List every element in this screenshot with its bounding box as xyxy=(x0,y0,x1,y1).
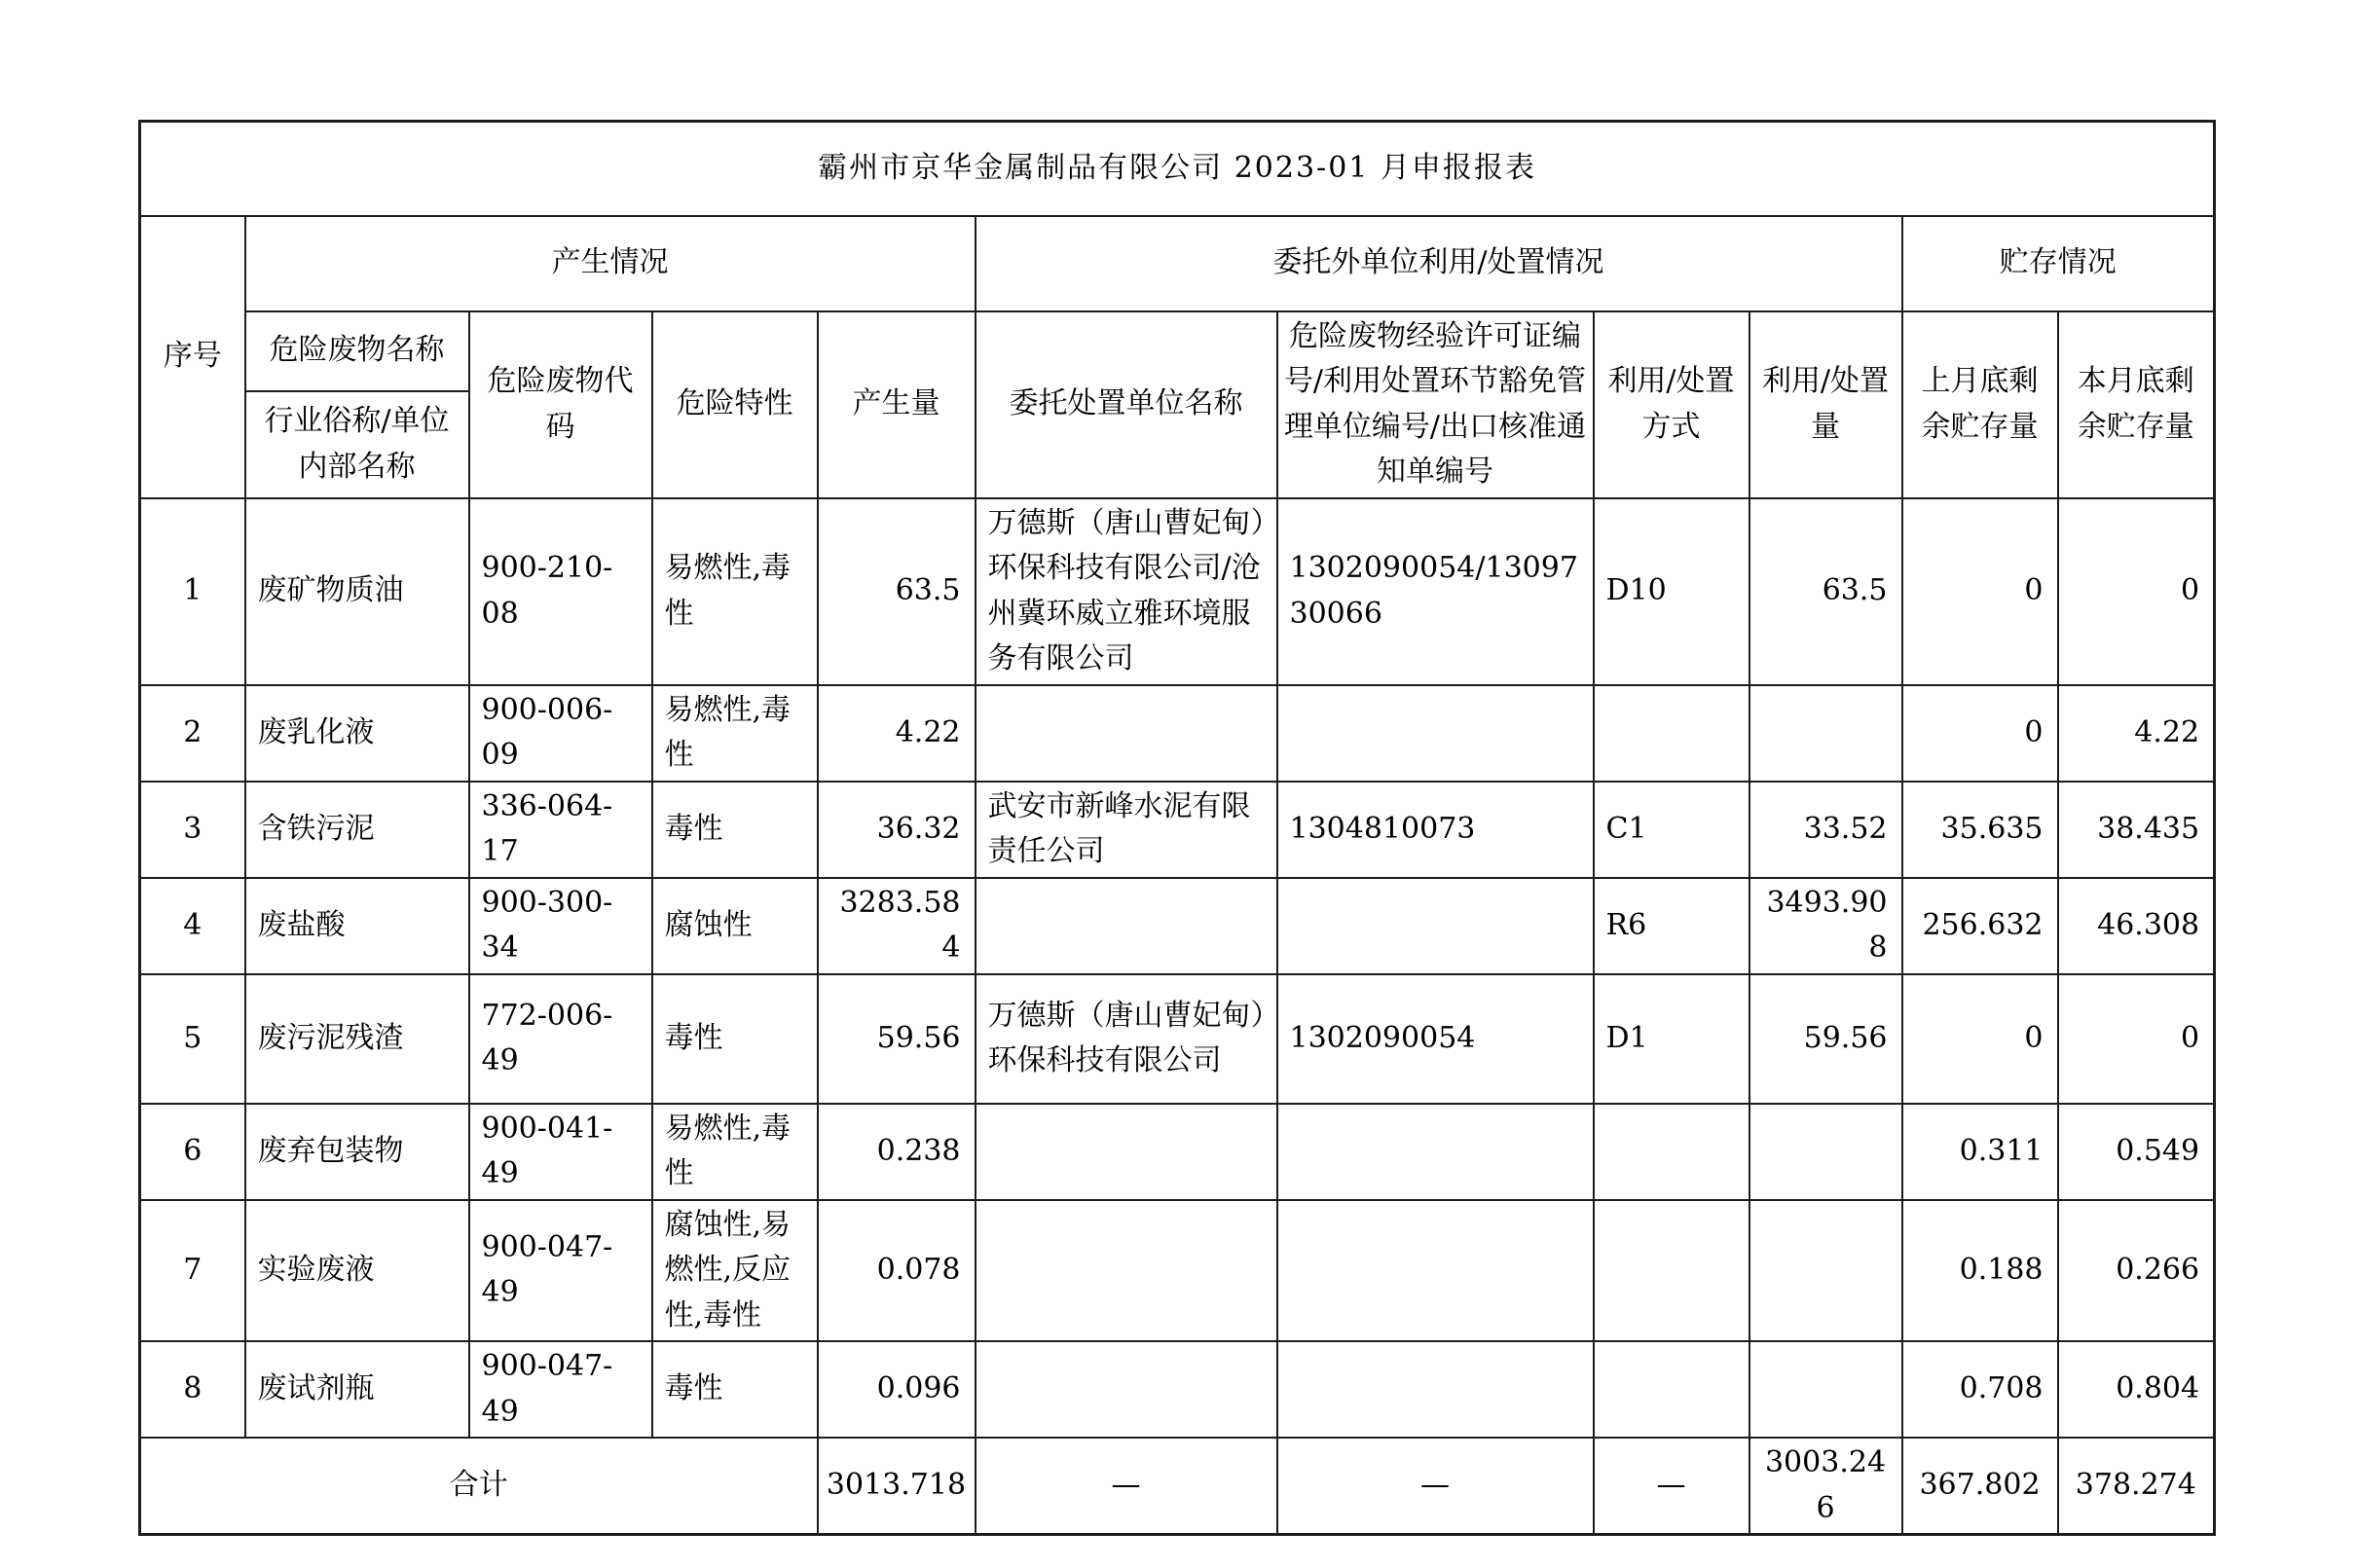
table-row xyxy=(140,974,2215,1104)
cell-last-storage: 0.188 xyxy=(1902,1200,2058,1342)
cell-method: D1 xyxy=(1594,974,1749,1104)
cell-waste-name: 废矿物质油 xyxy=(245,498,469,685)
cell-produced: 0.096 xyxy=(818,1341,976,1438)
header-group-outsource: 委托外单位利用/处置情况 xyxy=(976,216,1902,311)
header-license: 危险废物经验许可证编号/利用处置环节豁免管理单位编号/出口核准通知单编号 xyxy=(1277,311,1594,498)
cell-disposed xyxy=(1749,1341,1902,1438)
cell-company: 万德斯（唐山曹妃甸）环保科技有限公司/沧州冀环威立雅环境服务有限公司 xyxy=(976,498,1277,685)
cell-current-storage: 0.266 xyxy=(2058,1200,2215,1342)
cell-produced: 63.5 xyxy=(818,498,976,685)
cell-company: 万德斯（唐山曹妃甸）环保科技有限公司 xyxy=(976,974,1277,1104)
table-row xyxy=(140,1341,2215,1438)
cell-produced: 36.32 xyxy=(818,782,976,878)
cell-company xyxy=(976,1341,1277,1438)
header-this-month-storage: 本月底剩余贮存量 xyxy=(2058,311,2215,498)
header-group-storage: 贮存情况 xyxy=(1902,216,2215,311)
cell-method: C1 xyxy=(1594,782,1749,878)
cell-disposed xyxy=(1749,1104,1902,1200)
cell-no: 7 xyxy=(140,1200,245,1342)
cell-waste-name: 废乳化液 xyxy=(245,685,469,782)
cell-hazard: 易燃性,毒性 xyxy=(652,685,818,782)
page-title: 霸州市京华金属制品有限公司 2023-01 月申报报表 xyxy=(140,122,2215,216)
cell-license xyxy=(1277,1104,1594,1200)
cell-current-storage: 0.549 xyxy=(2058,1104,2215,1200)
header-disposed-qty: 利用/处置量 xyxy=(1749,311,1902,498)
cell-waste-code: 900-047-49 xyxy=(469,1200,652,1342)
cell-last-storage: 35.635 xyxy=(1902,782,2058,878)
cell-company: 武安市新峰水泥有限责任公司 xyxy=(976,782,1277,878)
header-seq: 序号 xyxy=(140,216,245,498)
cell-current-storage: 0.804 xyxy=(2058,1341,2215,1438)
cell-license xyxy=(1277,1200,1594,1342)
total-disposed: 3003.246 xyxy=(1749,1438,1902,1535)
cell-produced: 59.56 xyxy=(818,974,976,1104)
cell-waste-name: 废弃包装物 xyxy=(245,1104,469,1200)
cell-last-storage: 0.311 xyxy=(1902,1104,2058,1200)
table-row xyxy=(140,498,2215,685)
total-label: 合计 xyxy=(140,1438,818,1535)
cell-no: 2 xyxy=(140,685,245,782)
header-waste-code: 危险废物代码 xyxy=(469,311,652,498)
cell-method xyxy=(1594,1200,1749,1342)
cell-current-storage: 38.435 xyxy=(2058,782,2215,878)
cell-last-storage: 0.708 xyxy=(1902,1341,2058,1438)
table-row xyxy=(140,1200,2215,1342)
cell-waste-code: 900-047-49 xyxy=(469,1341,652,1438)
cell-disposed: 59.56 xyxy=(1749,974,1902,1104)
cell-disposed xyxy=(1749,685,1902,782)
cell-no: 6 xyxy=(140,1104,245,1200)
cell-produced: 4.22 xyxy=(818,685,976,782)
cell-no: 1 xyxy=(140,498,245,685)
cell-waste-name: 废盐酸 xyxy=(245,878,469,974)
cell-last-storage: 0 xyxy=(1902,685,2058,782)
declaration-report-sheet xyxy=(138,120,2213,1536)
cell-waste-name: 废试剂瓶 xyxy=(245,1341,469,1438)
cell-current-storage: 0 xyxy=(2058,498,2215,685)
cell-disposed: 33.52 xyxy=(1749,782,1902,878)
header-last-month-storage: 上月底剩余贮存量 xyxy=(1902,311,2058,498)
cell-waste-code: 900-210-08 xyxy=(469,498,652,685)
header-industry-alias: 行业俗称/单位内部名称 xyxy=(245,391,469,498)
header-waste-name: 危险废物名称 xyxy=(245,311,469,391)
table-row xyxy=(140,685,2215,782)
cell-waste-name: 实验废液 xyxy=(245,1200,469,1342)
total-produced: 3013.718 xyxy=(818,1438,976,1535)
cell-waste-name: 含铁污泥 xyxy=(245,782,469,878)
cell-disposed: 63.5 xyxy=(1749,498,1902,685)
cell-no: 5 xyxy=(140,974,245,1104)
cell-disposed xyxy=(1749,1200,1902,1342)
cell-waste-code: 900-006-09 xyxy=(469,685,652,782)
cell-last-storage: 0 xyxy=(1902,498,2058,685)
cell-produced: 0.078 xyxy=(818,1200,976,1342)
header-method: 利用/处置方式 xyxy=(1594,311,1749,498)
cell-method xyxy=(1594,1341,1749,1438)
cell-waste-code: 900-300-34 xyxy=(469,878,652,974)
cell-waste-name: 废污泥残渣 xyxy=(245,974,469,1104)
cell-license: 1304810073 xyxy=(1277,782,1594,878)
cell-last-storage: 0 xyxy=(1902,974,2058,1104)
cell-method xyxy=(1594,685,1749,782)
total-method-dash: — xyxy=(1594,1438,1749,1535)
cell-company xyxy=(976,685,1277,782)
cell-produced: 0.238 xyxy=(818,1104,976,1200)
cell-current-storage: 0 xyxy=(2058,974,2215,1104)
table-row xyxy=(140,878,2215,974)
header-hazard: 危险特性 xyxy=(652,311,818,498)
total-last-storage: 367.802 xyxy=(1902,1438,2058,1535)
table-row xyxy=(140,1104,2215,1200)
header-produced-qty: 产生量 xyxy=(818,311,976,498)
cell-method: D10 xyxy=(1594,498,1749,685)
cell-license xyxy=(1277,1341,1594,1438)
cell-license xyxy=(1277,685,1594,782)
cell-license: 1302090054/1309730066 xyxy=(1277,498,1594,685)
cell-license: 1302090054 xyxy=(1277,974,1594,1104)
total-license-dash: — xyxy=(1277,1438,1594,1535)
cell-hazard: 腐蚀性 xyxy=(652,878,818,974)
table-row xyxy=(140,782,2215,878)
cell-waste-code: 336-064-17 xyxy=(469,782,652,878)
cell-current-storage: 4.22 xyxy=(2058,685,2215,782)
cell-hazard: 毒性 xyxy=(652,782,818,878)
total-company-dash: — xyxy=(976,1438,1277,1535)
cell-no: 4 xyxy=(140,878,245,974)
report-table xyxy=(138,120,2216,1536)
cell-company xyxy=(976,1200,1277,1342)
cell-hazard: 腐蚀性,易燃性,反应性,毒性 xyxy=(652,1200,818,1342)
cell-hazard: 毒性 xyxy=(652,974,818,1104)
cell-method: R6 xyxy=(1594,878,1749,974)
total-row xyxy=(140,1438,2215,1535)
cell-hazard: 易燃性,毒性 xyxy=(652,498,818,685)
cell-no: 8 xyxy=(140,1341,245,1438)
cell-last-storage: 256.632 xyxy=(1902,878,2058,974)
cell-produced: 3283.584 xyxy=(818,878,976,974)
cell-hazard: 毒性 xyxy=(652,1341,818,1438)
cell-company xyxy=(976,878,1277,974)
cell-method xyxy=(1594,1104,1749,1200)
cell-waste-code: 772-006-49 xyxy=(469,974,652,1104)
cell-waste-code: 900-041-49 xyxy=(469,1104,652,1200)
cell-no: 3 xyxy=(140,782,245,878)
total-current-storage: 378.274 xyxy=(2058,1438,2215,1535)
cell-company xyxy=(976,1104,1277,1200)
cell-license xyxy=(1277,878,1594,974)
cell-current-storage: 46.308 xyxy=(2058,878,2215,974)
header-disposal-company: 委托处置单位名称 xyxy=(976,311,1277,498)
cell-hazard: 易燃性,毒性 xyxy=(652,1104,818,1200)
header-group-produce: 产生情况 xyxy=(245,216,976,311)
cell-disposed: 3493.908 xyxy=(1749,878,1902,974)
